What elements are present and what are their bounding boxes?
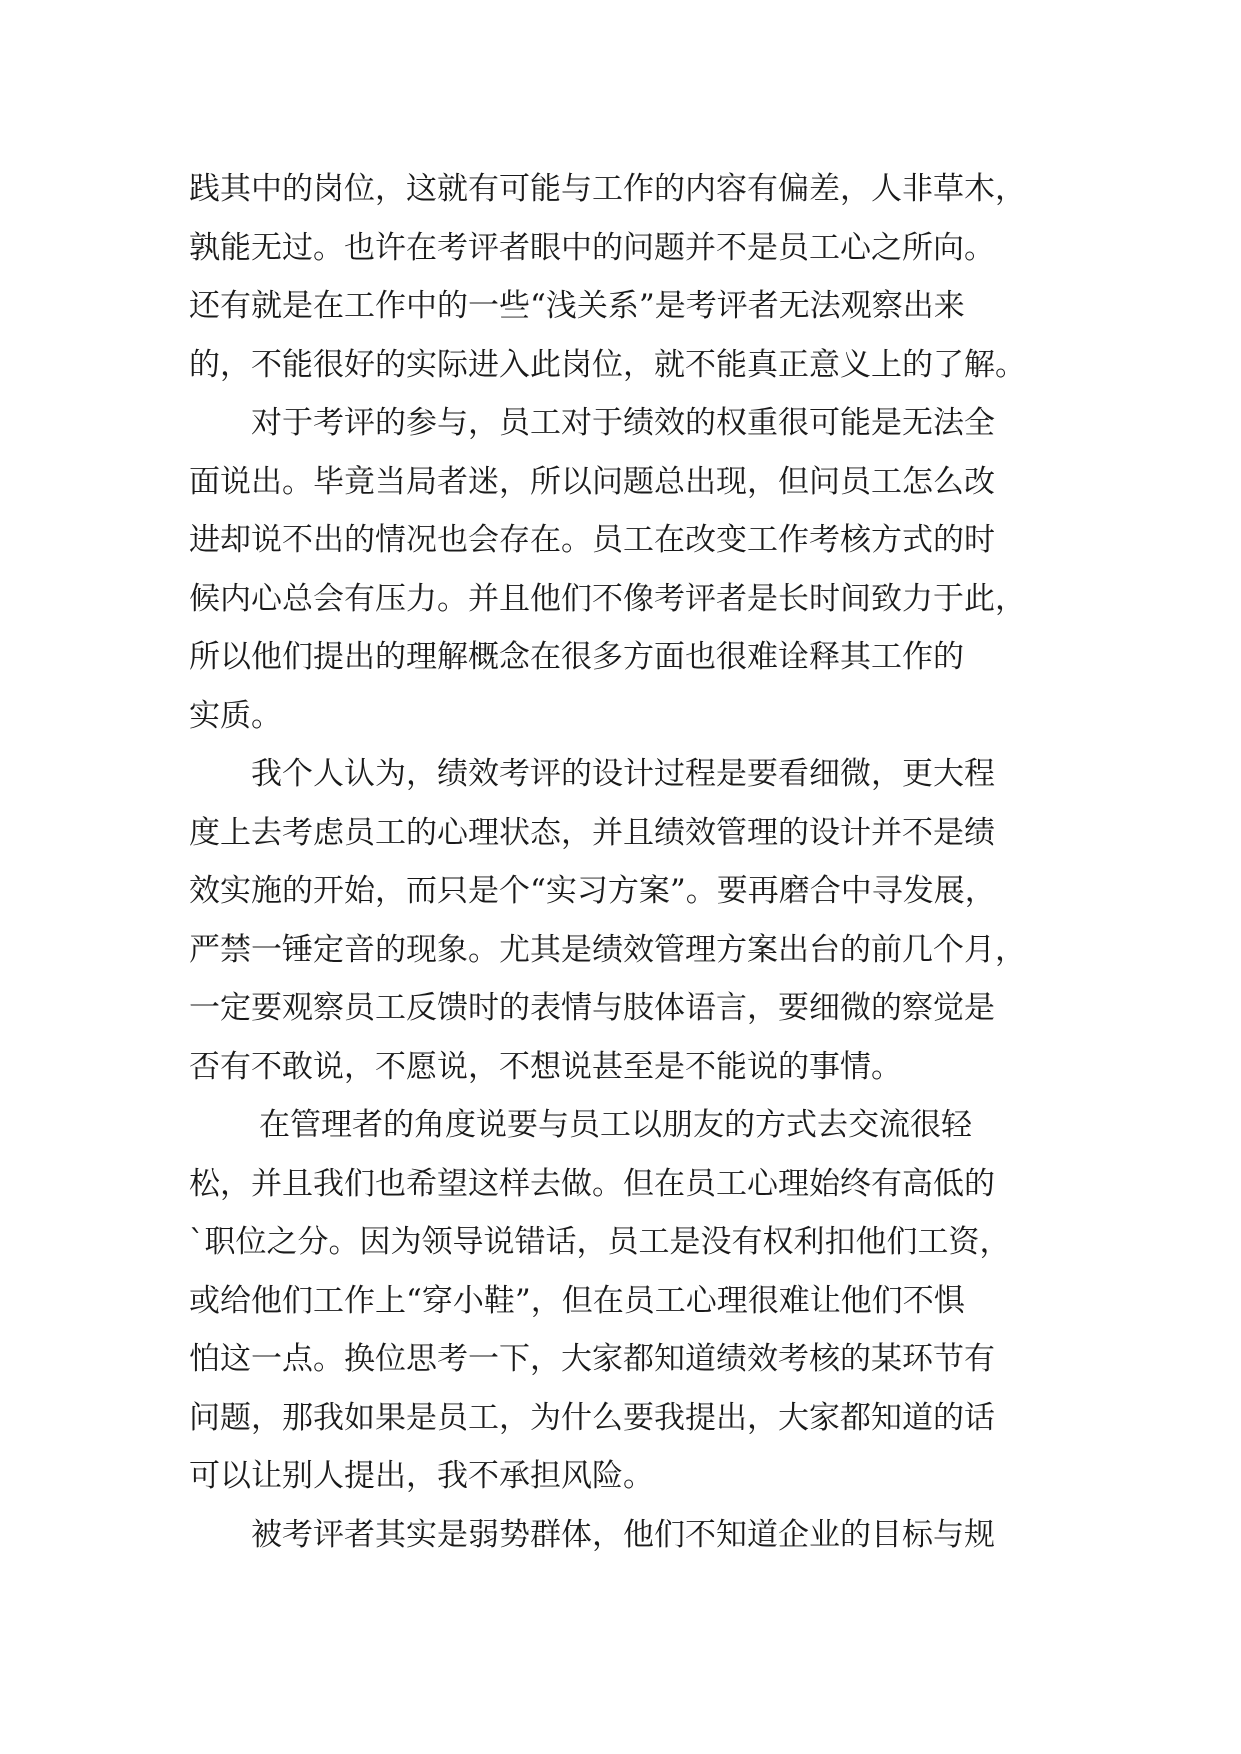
text-line: 还有就是在工作中的一些“浅关系”是考评者无法观察出来: [189, 288, 965, 324]
text-line: 进却说不出的情况也会存在。员工在改变工作考核方式的时: [189, 522, 995, 558]
paragraph-first-line: 被考评者其实是弱势群体，他们不知道企业的目标与规: [251, 1516, 995, 1553]
paragraph-first-line: 在管理者的角度说要与员工以朋友的方式去交流很轻: [259, 1107, 972, 1143]
paragraph-first-line: 对于考评的参与，员工对于绩效的权重很可能是无法全: [251, 405, 995, 441]
text-line: `职位之分。因为领导说错话，员工是没有权利扣他们工资，: [189, 1224, 1011, 1260]
text-line: 否有不敢说，不愿说，不想说甚至是不能说的事情。: [189, 1048, 902, 1085]
text-line: 度上去考虑员工的心理状态，并且绩效管理的设计并不是绩: [189, 814, 995, 851]
text-line: 可以让别人提出，我不承担风险。: [189, 1458, 654, 1494]
text-line: 效实施的开始，而只是个“实习方案”。要再磨合中寻发展，: [189, 873, 996, 909]
text-line: 一定要观察员工反馈时的表情与肢体语言，要细微的察觉是: [189, 990, 995, 1026]
text-line: 实质。: [189, 697, 282, 734]
text-line: 面说出。毕竟当局者迷，所以问题总出现，但问员工怎么改: [189, 463, 995, 500]
text-line: 或给他们工作上“穿小鞋”，但在员工心理很难让他们不惧: [189, 1282, 965, 1319]
text-line: 松，并且我们也希望这样去做。但在员工心理始终有高低的: [189, 1165, 995, 1202]
text-line: 问题，那我如果是员工，为什么要我提出，大家都知道的话: [189, 1399, 995, 1436]
text-line: 候内心总会有压力。并且他们不像考评者是长时间致力于此，: [189, 580, 1026, 617]
text-line: 践其中的岗位，这就有可能与工作的内容有偏差，人非草木，: [189, 171, 1026, 207]
text-line: 严禁一锤定音的现象。尤其是绩效管理方案出台的前几个月，: [189, 931, 1026, 968]
paragraph-first-line: 我个人认为，绩效考评的设计过程是要看细微，更大程: [251, 756, 995, 792]
text-line: 所以他们提出的理解概念在很多方面也很难诠释其工作的: [189, 639, 964, 675]
text-line: 孰能无过。也许在考评者眼中的问题并不是员工心之所向。: [189, 229, 995, 266]
text-line: 怕这一点。换位思考一下，大家都知道绩效考核的某环节有: [189, 1341, 995, 1377]
body-text: [189, 160, 1069, 1564]
text-line: 的，不能很好的实际进入此岗位，就不能真正意义上的了解。: [189, 346, 1026, 383]
